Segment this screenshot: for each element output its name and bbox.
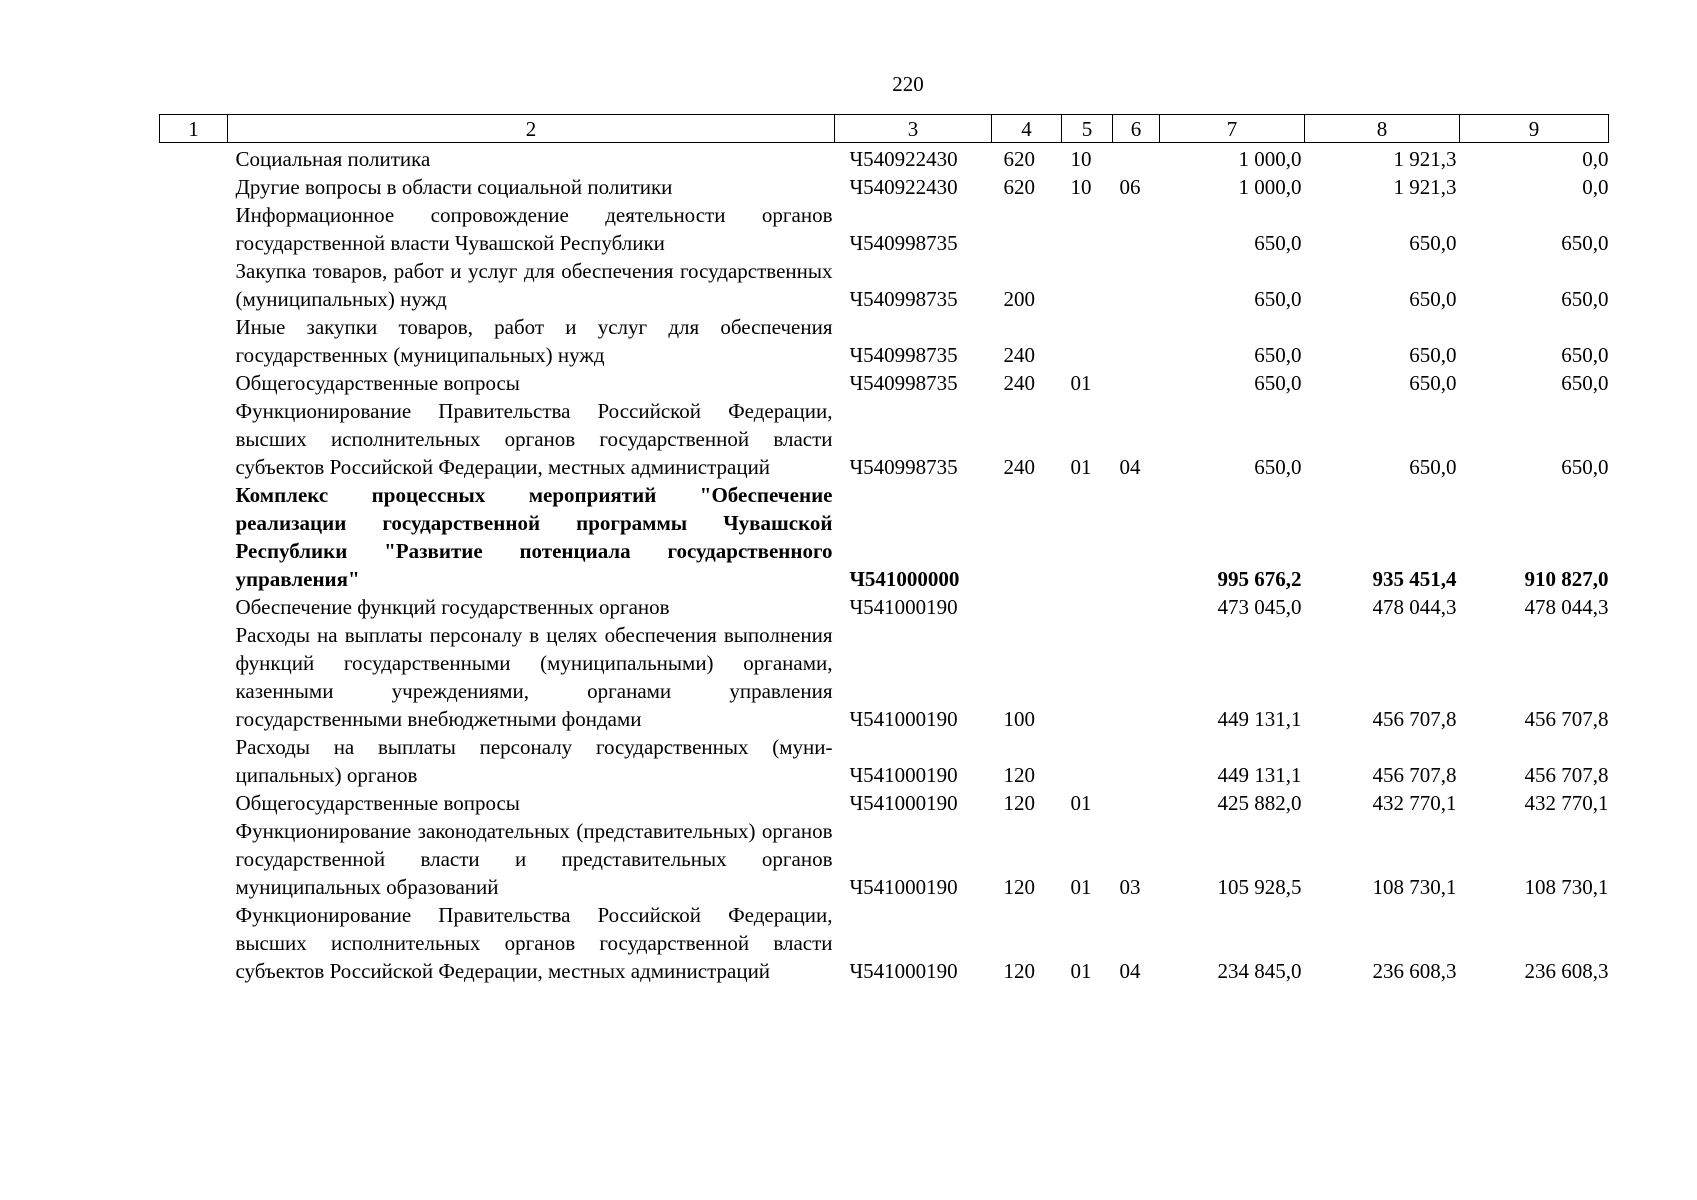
amount-col9-cell: 650,0 xyxy=(1561,231,1609,255)
item-name-cell: Закупка товаров, работ и услуг для обеспечения государственных (муниципальных) нужд xyxy=(235,259,833,311)
subsection-cell xyxy=(1113,201,1160,257)
amount-col7-cell: 650,0 xyxy=(1254,455,1302,479)
amount-col8-cell: 1 921,3 xyxy=(1393,147,1457,171)
row-number-cell xyxy=(160,201,228,257)
amount-col9-cell: 456 707,8 xyxy=(1524,763,1609,787)
item-name-cell: Информационное сопровождение деятельности органов государственной власти Чувашской Республики xyxy=(235,203,833,255)
table-row xyxy=(160,621,1609,733)
section-cell xyxy=(1062,201,1113,257)
subsection-cell: 03 xyxy=(1119,875,1141,899)
amount-col8-cell: 432 770,1 xyxy=(1372,791,1457,815)
row-number-cell xyxy=(160,173,228,201)
amount-col8-cell: 108 730,1 xyxy=(1372,875,1457,899)
item-name-cell: Другие вопросы в области социальной политики xyxy=(235,175,673,199)
subsection-cell: 06 xyxy=(1119,175,1141,199)
item-name-cell: Функционирование законодательных (представительных) органов государственной власти и представительных органов муниципальных образований xyxy=(235,819,833,899)
amount-col7-cell: 650,0 xyxy=(1254,343,1302,367)
expense-type-cell: 120 xyxy=(1003,959,1035,983)
row-number-cell xyxy=(160,257,228,313)
amount-col9-cell: 236 608,3 xyxy=(1524,959,1609,983)
subsection-cell xyxy=(1113,733,1160,789)
target-code-cell: Ч540922430 xyxy=(849,175,958,199)
column-header: 3 xyxy=(835,115,992,143)
row-number-cell xyxy=(160,481,228,593)
amount-col7-cell: 1 000,0 xyxy=(1238,175,1302,199)
subsection-cell xyxy=(1113,789,1160,817)
target-code-cell: Ч541000190 xyxy=(849,763,958,787)
item-name-cell: Иные закупки товаров, работ и услуг для обеспечения государственных (муниципальных) нужд xyxy=(235,315,833,367)
expense-type-cell: 120 xyxy=(1003,763,1035,787)
expense-type-cell xyxy=(992,593,1062,621)
section-cell xyxy=(1062,621,1113,733)
subsection-cell xyxy=(1113,481,1160,593)
table-row xyxy=(160,789,1609,817)
subsection-cell xyxy=(1113,621,1160,733)
section-cell xyxy=(1062,481,1113,593)
amount-col7-cell: 105 928,5 xyxy=(1217,875,1302,899)
target-code-cell: Ч540998735 xyxy=(849,371,958,395)
target-code-cell: Ч540922430 xyxy=(849,147,958,171)
table-row xyxy=(160,397,1609,481)
amount-col9-cell: 650,0 xyxy=(1561,455,1609,479)
amount-col7-cell: 473 045,0 xyxy=(1217,595,1302,619)
item-name-cell: Расходы на выплаты персоналу государственных (муниципальных) органов xyxy=(235,735,833,787)
amount-col9-cell: 108 730,1 xyxy=(1524,875,1609,899)
row-number-cell xyxy=(160,621,228,733)
section-cell: 01 xyxy=(1070,455,1092,479)
table-row xyxy=(160,173,1609,201)
amount-col8-cell: 236 608,3 xyxy=(1372,959,1457,983)
row-number-cell xyxy=(160,369,228,397)
target-code-cell: Ч541000190 xyxy=(849,875,958,899)
amount-col9-cell: 650,0 xyxy=(1561,287,1609,311)
table-row xyxy=(160,313,1609,369)
table-row xyxy=(160,257,1609,313)
item-name-cell: Расходы на выплаты персоналу в целях обеспечения выполнения функций государственными (муниципальными) органами, казенными учреждениями, органами управления государственными внебюджетными фондами xyxy=(235,623,833,731)
amount-col9-cell: 0,0 xyxy=(1582,147,1609,171)
row-number-cell xyxy=(160,593,228,621)
column-header: 9 xyxy=(1460,115,1609,143)
row-number-cell xyxy=(160,313,228,369)
expense-type-cell: 240 xyxy=(1003,371,1035,395)
table-row xyxy=(160,143,1609,174)
amount-col8-cell: 650,0 xyxy=(1409,287,1457,311)
column-header: 7 xyxy=(1160,115,1305,143)
amount-col8-cell: 1 921,3 xyxy=(1393,175,1457,199)
expense-type-cell: 100 xyxy=(1003,707,1035,731)
amount-col7-cell: 425 882,0 xyxy=(1217,791,1302,815)
section-cell xyxy=(1062,733,1113,789)
amount-col8-cell: 650,0 xyxy=(1409,455,1457,479)
row-number-cell xyxy=(160,817,228,901)
section-cell xyxy=(1062,593,1113,621)
column-header: 8 xyxy=(1305,115,1460,143)
row-number-cell xyxy=(160,143,228,174)
target-code-cell: Ч540998735 xyxy=(849,231,958,255)
item-name-cell: Функционирование Правительства Российской Федерации, высших исполнительных органов государственной власти субъектов Российской Федерации, местных администраций xyxy=(235,399,833,479)
column-header: 1 xyxy=(160,115,228,143)
target-code-cell: Ч540998735 xyxy=(849,343,958,367)
amount-col7-cell: 650,0 xyxy=(1254,287,1302,311)
amount-col7-cell: 1 000,0 xyxy=(1238,147,1302,171)
target-code-cell: Ч541000190 xyxy=(849,707,958,731)
table-row xyxy=(160,369,1609,397)
column-header: 4 xyxy=(992,115,1062,143)
amount-col7-cell: 449 131,1 xyxy=(1217,763,1302,787)
subsection-cell xyxy=(1113,369,1160,397)
table-row xyxy=(160,817,1609,901)
section-cell xyxy=(1062,257,1113,313)
amount-col7-cell: 650,0 xyxy=(1254,371,1302,395)
amount-col8-cell: 456 707,8 xyxy=(1372,707,1457,731)
section-cell: 01 xyxy=(1070,959,1092,983)
column-header: 2 xyxy=(228,115,835,143)
item-name-cell: Социальная политика xyxy=(235,147,431,171)
section-cell: 10 xyxy=(1070,175,1092,199)
item-name-cell: Обеспечение функций государственных органов xyxy=(235,595,670,619)
column-header: 6 xyxy=(1113,115,1160,143)
row-number-cell xyxy=(160,733,228,789)
table-row xyxy=(160,201,1609,257)
subsection-cell xyxy=(1113,593,1160,621)
amount-col9-cell: 478 044,3 xyxy=(1524,595,1609,619)
item-name-cell: Функционирование Правительства Российской Федерации, высших исполнительных органов государственной власти субъектов Российской Федерации, местных администраций xyxy=(235,903,833,983)
row-number-cell xyxy=(160,397,228,481)
amount-col8-cell: 456 707,8 xyxy=(1372,763,1457,787)
table-row xyxy=(160,481,1609,593)
page-number: 220 xyxy=(892,72,924,96)
section-cell: 01 xyxy=(1070,371,1092,395)
target-code-cell: Ч541000190 xyxy=(849,595,958,619)
target-code-cell: Ч541000000 xyxy=(849,567,960,591)
table-row xyxy=(160,593,1609,621)
amount-col9-cell: 650,0 xyxy=(1561,371,1609,395)
section-cell: 01 xyxy=(1070,791,1092,815)
budget-table xyxy=(159,114,1609,985)
subsection-cell: 04 xyxy=(1119,455,1141,479)
expense-type-cell: 240 xyxy=(1003,455,1035,479)
amount-col7-cell: 449 131,1 xyxy=(1217,707,1302,731)
column-header: 5 xyxy=(1062,115,1113,143)
amount-col9-cell: 456 707,8 xyxy=(1524,707,1609,731)
amount-col9-cell: 432 770,1 xyxy=(1524,791,1609,815)
amount-col8-cell: 650,0 xyxy=(1409,231,1457,255)
expense-type-cell: 620 xyxy=(1003,175,1035,199)
expense-type-cell xyxy=(992,201,1062,257)
target-code-cell: Ч541000190 xyxy=(849,959,958,983)
item-name-cell: Общегосударственные вопросы xyxy=(235,791,520,815)
subsection-cell xyxy=(1113,313,1160,369)
section-cell: 01 xyxy=(1070,875,1092,899)
target-code-cell: Ч540998735 xyxy=(849,287,958,311)
target-code-cell: Ч540998735 xyxy=(849,455,958,479)
expense-type-cell: 620 xyxy=(1003,147,1035,171)
expense-type-cell xyxy=(992,481,1062,593)
amount-col8-cell: 650,0 xyxy=(1409,343,1457,367)
row-number-cell xyxy=(160,789,228,817)
amount-col9-cell: 910 827,0 xyxy=(1524,567,1609,591)
section-cell xyxy=(1062,313,1113,369)
table-row xyxy=(160,733,1609,789)
row-number-cell xyxy=(160,901,228,985)
amount-col7-cell: 234 845,0 xyxy=(1217,959,1302,983)
amount-col7-cell: 995 676,2 xyxy=(1217,567,1302,591)
expense-type-cell: 200 xyxy=(1003,287,1035,311)
expense-type-cell: 120 xyxy=(1003,791,1035,815)
amount-col8-cell: 478 044,3 xyxy=(1372,595,1457,619)
amount-col7-cell: 650,0 xyxy=(1254,231,1302,255)
subsection-cell: 04 xyxy=(1119,959,1141,983)
table-header-row xyxy=(160,115,1609,143)
section-cell: 10 xyxy=(1070,147,1092,171)
expense-type-cell: 120 xyxy=(1003,875,1035,899)
target-code-cell: Ч541000190 xyxy=(849,791,958,815)
subsection-cell xyxy=(1113,143,1160,174)
subsection-cell xyxy=(1113,257,1160,313)
item-name-cell: Общегосударственные вопросы xyxy=(235,371,520,395)
expense-type-cell: 240 xyxy=(1003,343,1035,367)
item-name-cell: Комплекс процессных мероприятий "Обеспечение реализации государственной программы Чувашской Республики "Развитие потенциала государственного управления" xyxy=(235,483,833,591)
table-body xyxy=(160,143,1609,986)
amount-col8-cell: 935 451,4 xyxy=(1372,567,1457,591)
table-row xyxy=(160,901,1609,985)
amount-col8-cell: 650,0 xyxy=(1409,371,1457,395)
amount-col9-cell: 650,0 xyxy=(1561,343,1609,367)
amount-col9-cell: 0,0 xyxy=(1582,175,1609,199)
